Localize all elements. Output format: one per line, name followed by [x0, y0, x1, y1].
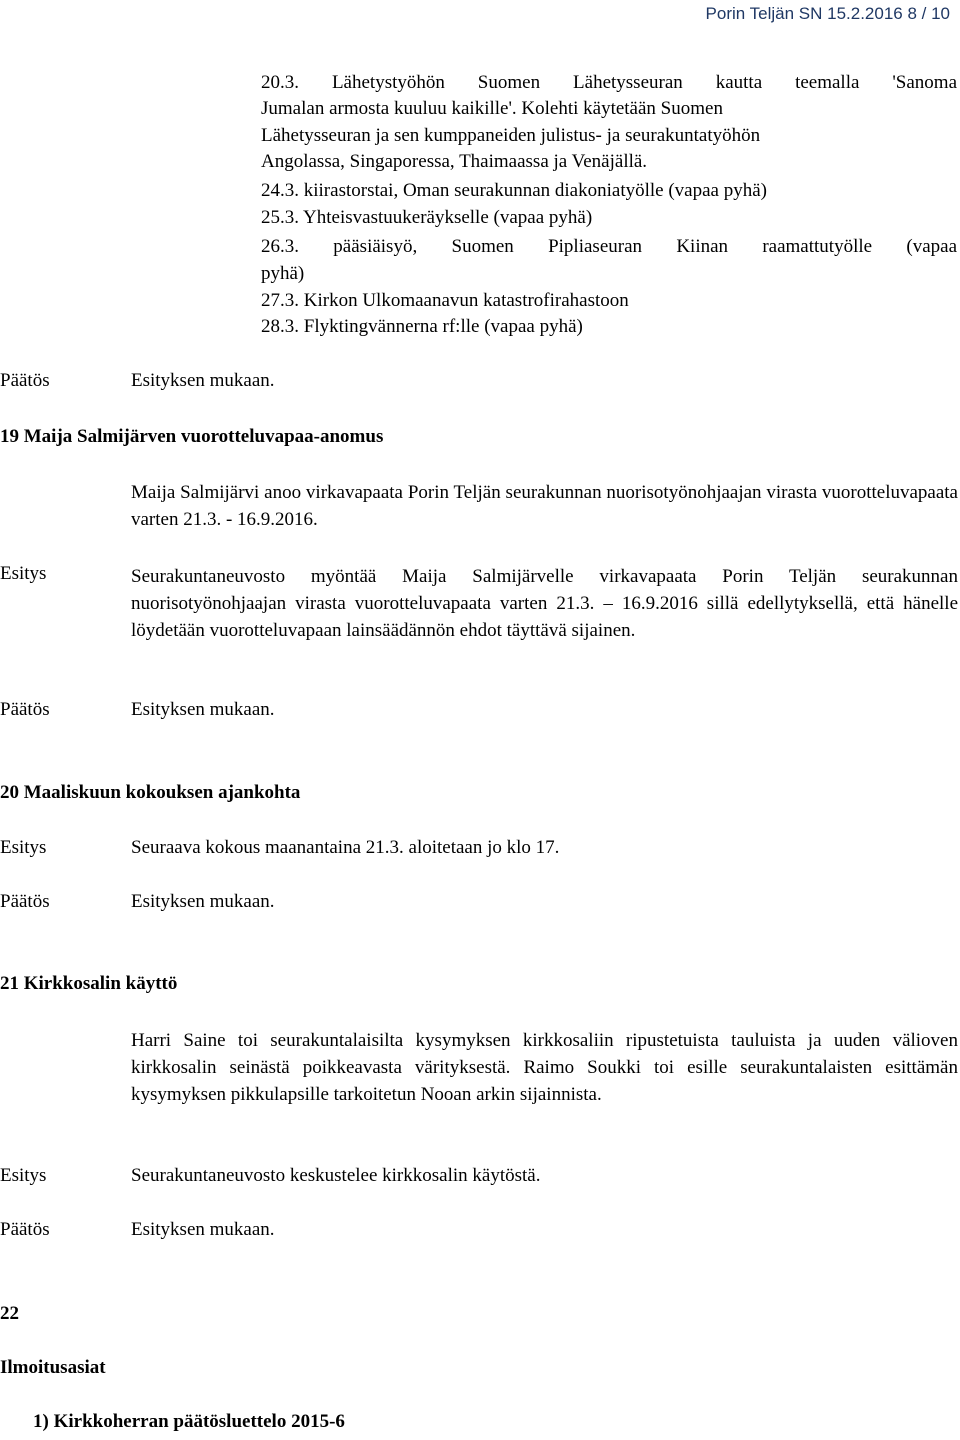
section-21-heading	[0, 973, 177, 995]
section-22-number: 22	[0, 1303, 19, 1324]
mission-item: 24.3. kiirastorstai, Oman seurakunnan diakoniatyölle (vapaa pyhä)	[261, 180, 767, 201]
paatos-text: Esityksen mukaan.	[131, 891, 275, 912]
mission-intro-line: Lähetysseuran ja sen kumppaneiden julistus- ja seurakuntatyöhön	[261, 125, 761, 146]
section-20-esitys: Seuraava kokous maanantaina 21.3. aloitetaan jo klo 17.	[131, 837, 560, 858]
paatos-label: Päätös	[0, 891, 50, 912]
mission-item: 26.3. pääsiäisyö, Suomen Pipliaseuran Kiinan raamattutyölle (vapaa	[261, 236, 957, 257]
section-number: 20	[0, 782, 19, 803]
page-header: Porin Teljän SN 15.2.2016 8 / 10	[705, 4, 950, 23]
paatos-label: Päätös	[0, 699, 50, 720]
section-number: 21	[0, 973, 19, 994]
section-22-item-1: 1) Kirkkoherran päätösluettelo 2015-6	[33, 1411, 345, 1432]
section-19-heading	[0, 426, 383, 448]
paatos-text: Esityksen mukaan.	[131, 699, 275, 720]
section-21-intro: Harri Saine toi seurakuntalaisilta kysymyksen kirkkosaliin ripustetuista tauluista ja uuden välioven kirkkosalin seinästä poikkeavasta värityksestä. Raimo Soukki toi esille seurakuntalaisten esittämän kysymyksen pikkulapsille tarkoitetun Nooan arkin sijainnista.	[131, 1030, 958, 1105]
section-22-title: Ilmoitusasiat	[0, 1357, 106, 1378]
esitys-label: Esitys	[0, 837, 47, 858]
section-19-intro: Maija Salmijärvi anoo virkavapaata Porin Teljän seurakunnan nuorisotyönohjaajan virasta vuorotteluvapaata varten 21.3. - 16.9.2016.	[131, 482, 958, 530]
section-21-esitys: Seurakuntaneuvosto keskustelee kirkkosalin käytöstä.	[131, 1165, 541, 1186]
paatos-text: Esityksen mukaan.	[131, 1219, 275, 1240]
section-20-heading	[0, 782, 300, 804]
mission-intro-line: 20.3. Lähetystyöhön Suomen Lähetysseuran kautta teemalla 'Sanoma	[261, 72, 957, 93]
paatos-label: Päätös	[0, 370, 50, 391]
section-19-esitys: Seurakuntaneuvosto myöntää Maija Salmijärvelle virkavapaata Porin Teljän seurakunnan nuorisotyönohjaajan virasta vuorotteluvapaata varten 21.3. – 16.9.2016 sillä edellytyksellä, että hänelle löydetään vuorotteluvapaan lainsäädännön ehdot täyttävä sijainen.	[131, 566, 958, 641]
mission-intro-line: Jumalan armosta kuuluu kaikille'. Kolehti käytetään Suomen	[261, 98, 723, 119]
section-title: Maija Salmijärven vuorotteluvapaa-anomus	[23, 426, 384, 447]
section-number: 19	[0, 426, 19, 447]
mission-item: 28.3. Flyktingvännerna rf:lle (vapaa pyhä)	[261, 316, 583, 337]
mission-item: 25.3. Yhteisvastuukeräykselle (vapaa pyhä)	[261, 207, 593, 228]
section-title: Maaliskuun kokouksen ajankohta	[23, 782, 301, 803]
paatos-label: Päätös	[0, 1219, 50, 1240]
esitys-label: Esitys	[0, 1165, 47, 1186]
mission-item: 27.3. Kirkon Ulkomaanavun katastrofirahastoon	[261, 290, 629, 311]
section-title: Kirkkosalin käyttö	[23, 973, 178, 994]
mission-item: pyhä)	[261, 263, 305, 284]
esitys-label: Esitys	[0, 563, 47, 584]
mission-intro-line: Angolassa, Singaporessa, Thaimaassa ja Venäjällä.	[261, 151, 648, 172]
paatos-text: Esityksen mukaan.	[131, 370, 275, 391]
